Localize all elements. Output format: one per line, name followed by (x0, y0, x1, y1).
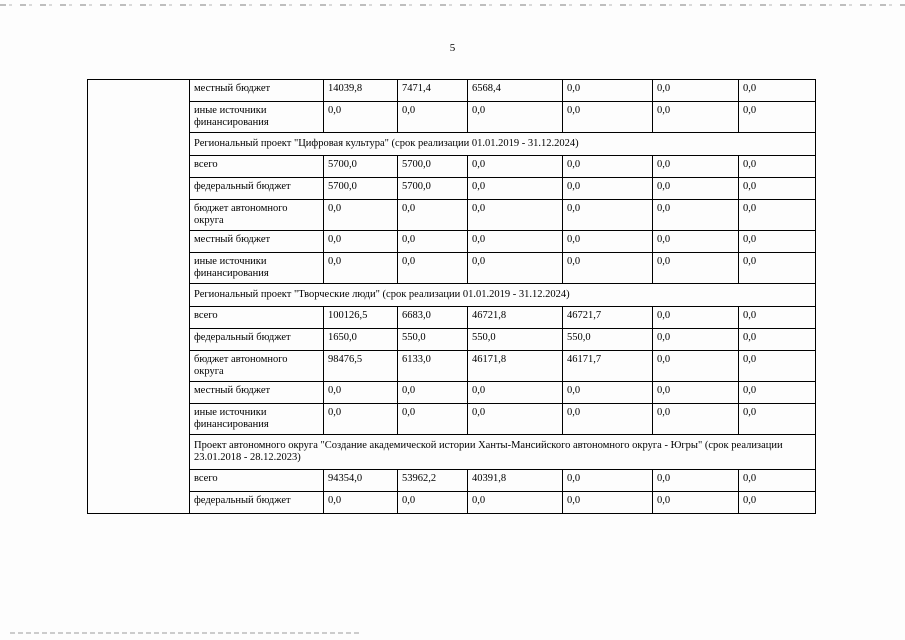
value-cell: 7471,4 (398, 80, 468, 102)
value-cell: 0,0 (563, 231, 653, 253)
value-cell: 0,0 (653, 178, 739, 200)
value-cell: 0,0 (468, 253, 563, 284)
value-cell: 6683,0 (398, 307, 468, 329)
value-cell: 6568,4 (468, 80, 563, 102)
value-cell: 550,0 (468, 329, 563, 351)
value-cell: 53962,2 (398, 470, 468, 492)
value-cell: 5700,0 (324, 178, 398, 200)
value-cell: 0,0 (563, 200, 653, 231)
table-row (88, 492, 816, 514)
table-row (88, 253, 816, 284)
value-cell: 0,0 (739, 492, 816, 514)
table-row (88, 102, 816, 133)
table-row (88, 382, 816, 404)
project-header-row (88, 284, 816, 307)
table-row (88, 351, 816, 382)
empty-first-column (88, 80, 190, 514)
value-cell: 0,0 (563, 156, 653, 178)
value-cell: 0,0 (324, 200, 398, 231)
value-cell: 0,0 (563, 102, 653, 133)
value-cell: 0,0 (739, 200, 816, 231)
value-cell: 0,0 (739, 329, 816, 351)
funding-table (87, 79, 816, 514)
value-cell: 0,0 (468, 492, 563, 514)
row-label: местный бюджет (190, 231, 324, 253)
value-cell: 0,0 (739, 404, 816, 435)
value-cell: 550,0 (398, 329, 468, 351)
value-cell: 0,0 (653, 329, 739, 351)
row-label: всего (190, 156, 324, 178)
value-cell: 0,0 (739, 470, 816, 492)
table-row (88, 200, 816, 231)
value-cell: 0,0 (324, 404, 398, 435)
value-cell: 0,0 (398, 253, 468, 284)
value-cell: 0,0 (468, 382, 563, 404)
value-cell: 0,0 (468, 102, 563, 133)
value-cell: 0,0 (468, 200, 563, 231)
row-label: федеральный бюджет (190, 492, 324, 514)
value-cell: 0,0 (739, 231, 816, 253)
value-cell: 0,0 (739, 178, 816, 200)
value-cell: 0,0 (563, 470, 653, 492)
value-cell: 46721,7 (563, 307, 653, 329)
value-cell: 94354,0 (324, 470, 398, 492)
value-cell: 14039,8 (324, 80, 398, 102)
value-cell: 0,0 (563, 178, 653, 200)
value-cell: 0,0 (324, 102, 398, 133)
value-cell: 0,0 (653, 102, 739, 133)
value-cell: 0,0 (653, 200, 739, 231)
value-cell: 0,0 (563, 382, 653, 404)
value-cell: 6133,0 (398, 351, 468, 382)
row-label: иные источники финансирования (190, 102, 324, 133)
value-cell: 0,0 (653, 492, 739, 514)
value-cell: 0,0 (563, 404, 653, 435)
value-cell: 5700,0 (324, 156, 398, 178)
value-cell: 0,0 (739, 307, 816, 329)
table-row (88, 156, 816, 178)
value-cell: 0,0 (324, 231, 398, 253)
value-cell: 5700,0 (398, 156, 468, 178)
value-cell: 5700,0 (398, 178, 468, 200)
table-row (88, 470, 816, 492)
value-cell: 0,0 (324, 382, 398, 404)
value-cell: 0,0 (398, 231, 468, 253)
value-cell: 40391,8 (468, 470, 563, 492)
project-header-row (88, 435, 816, 470)
row-label: всего (190, 307, 324, 329)
value-cell: 0,0 (653, 253, 739, 284)
value-cell: 0,0 (468, 404, 563, 435)
value-cell: 0,0 (653, 470, 739, 492)
value-cell: 46721,8 (468, 307, 563, 329)
row-label: иные источники финансирования (190, 253, 324, 284)
page-number: 5 (449, 42, 456, 54)
value-cell: 1650,0 (324, 329, 398, 351)
row-label: бюджет автономного округа (190, 351, 324, 382)
value-cell: 46171,8 (468, 351, 563, 382)
value-cell: 0,0 (739, 351, 816, 382)
table-row (88, 231, 816, 253)
table-row (88, 80, 816, 102)
project-header-row (88, 133, 816, 156)
value-cell: 0,0 (324, 492, 398, 514)
value-cell: 0,0 (563, 253, 653, 284)
value-cell: 0,0 (739, 80, 816, 102)
value-cell: 0,0 (398, 492, 468, 514)
value-cell: 0,0 (653, 156, 739, 178)
project-title: Региональный проект "Творческие люди" (срок реализации 01.01.2019 - 31.12.2024) (190, 284, 816, 307)
value-cell: 0,0 (653, 231, 739, 253)
row-label: иные источники финансирования (190, 404, 324, 435)
scan-artifact-top (0, 4, 905, 6)
value-cell: 0,0 (739, 156, 816, 178)
value-cell: 0,0 (739, 382, 816, 404)
value-cell: 98476,5 (324, 351, 398, 382)
value-cell: 0,0 (563, 492, 653, 514)
value-cell: 0,0 (398, 200, 468, 231)
value-cell: 0,0 (739, 102, 816, 133)
value-cell: 0,0 (468, 156, 563, 178)
row-label: местный бюджет (190, 382, 324, 404)
table-row (88, 404, 816, 435)
scan-artifact-bottom (10, 632, 360, 634)
value-cell: 0,0 (653, 382, 739, 404)
table-row (88, 178, 816, 200)
value-cell: 100126,5 (324, 307, 398, 329)
row-label: федеральный бюджет (190, 178, 324, 200)
value-cell: 0,0 (653, 404, 739, 435)
row-label: бюджет автономного округа (190, 200, 324, 231)
value-cell: 0,0 (468, 231, 563, 253)
value-cell: 0,0 (398, 102, 468, 133)
value-cell: 0,0 (324, 253, 398, 284)
value-cell: 0,0 (398, 404, 468, 435)
table-row (88, 329, 816, 351)
value-cell: 0,0 (468, 178, 563, 200)
value-cell: 0,0 (653, 307, 739, 329)
row-label: федеральный бюджет (190, 329, 324, 351)
value-cell: 0,0 (739, 253, 816, 284)
row-label: местный бюджет (190, 80, 324, 102)
value-cell: 0,0 (563, 80, 653, 102)
table-row (88, 307, 816, 329)
project-title: Проект автономного округа "Создание академической истории Ханты-Мансийского автономного округа - Югры" (срок реализации 23.01.2018 - 28.12.2023) (190, 435, 816, 470)
value-cell: 0,0 (398, 382, 468, 404)
value-cell: 0,0 (653, 80, 739, 102)
project-title: Региональный проект "Цифровая культура" (срок реализации 01.01.2019 - 31.12.2024) (190, 133, 816, 156)
row-label: всего (190, 470, 324, 492)
value-cell: 550,0 (563, 329, 653, 351)
value-cell: 0,0 (653, 351, 739, 382)
value-cell: 46171,7 (563, 351, 653, 382)
